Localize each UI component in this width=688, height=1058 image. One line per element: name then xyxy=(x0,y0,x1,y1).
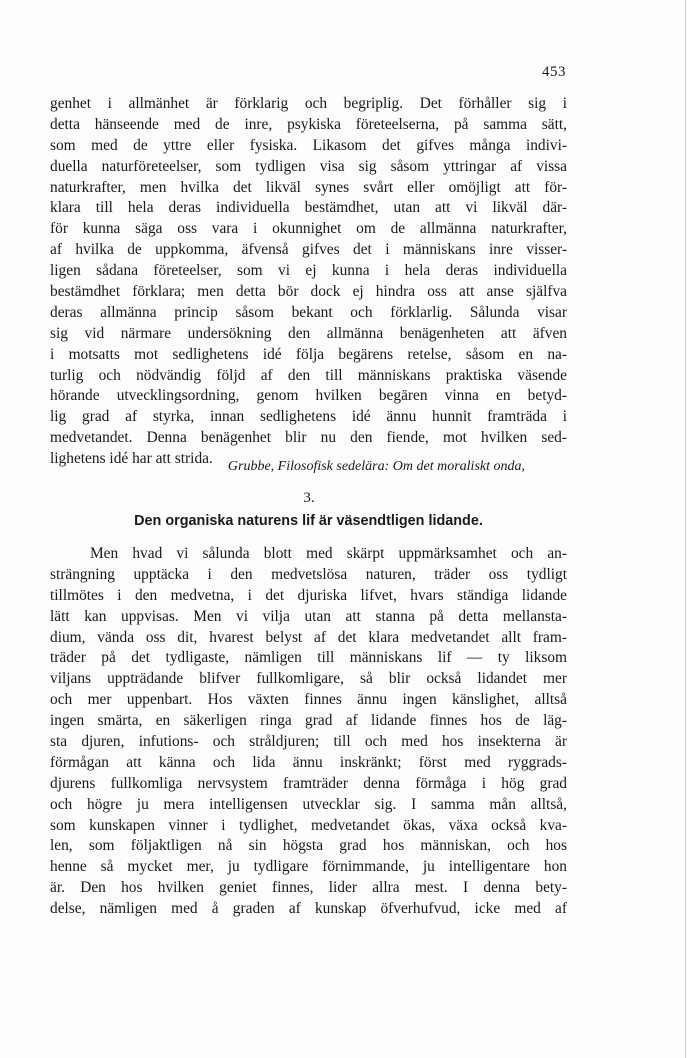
text-line: medvetandet. Denna benägenhet blir nu den fiende, mot hvilken sed- xyxy=(50,429,567,447)
top-paragraph xyxy=(50,94,567,470)
page-edge-line xyxy=(685,0,686,1058)
text-line: dium, vända oss dit, hvarest belyst af det klara medvetandet allt fram- xyxy=(50,628,567,646)
text-line: lig grad af styrka, innan sedlighetens idé ännu hunnit framträda i xyxy=(50,408,567,426)
section-number: 3. xyxy=(303,490,315,506)
text-line: naturkrafter, men hvilka det likväl synes svårt eller omöjligt att för- xyxy=(50,178,567,196)
text-line: sta djuren, infutions- och stråldjuren; till och med hos insekterna är xyxy=(50,733,567,751)
text-line: sig vid närmare undersökning den allmänna benägenheten att äfven xyxy=(50,324,567,342)
text-line: hörande utvecklingsordning, genom hvilken begären vinna en betyd- xyxy=(50,387,567,405)
text-line: delse, nämligen med å graden af kunskap öfverhufvud, icke med af xyxy=(50,900,567,918)
text-line: i motsatts mot sedlighetens idé följa begärens retelse, såsom en na- xyxy=(50,345,567,363)
text-line: och mer uppenbart. Hos växten finnes ännu ingen känslighet, alltså xyxy=(50,691,567,709)
attribution: Grubbe, Filosofisk sedelära: Om det moraliskt onda, xyxy=(227,459,525,474)
text-line: deras allmänna princip såsom bekant och förklarlig. Sålunda visar xyxy=(50,303,567,321)
text-line: träder på det tydligaste, nämligen till människans lif — ty liksom xyxy=(50,649,567,667)
body-paragraph xyxy=(50,544,567,920)
text-line: förmågan att känna och lida ännu inskränkt; först med ryggrads- xyxy=(50,753,567,771)
text-line: genhet i allmänhet är förklarig och begriplig. Det förhåller sig i xyxy=(50,95,567,112)
text-line: turlig och nödvändig följd af den till människans praktiska väsende xyxy=(50,366,567,384)
text-line: är. Den hos hvilken geniet finnes, lider allra mest. I denna bety- xyxy=(50,879,567,897)
text-line: tillmötes i den medvetna, i det djuriska lifvet, hvars ständiga lidande xyxy=(50,586,567,604)
text-line: lighetens idé har att strida. xyxy=(50,450,213,468)
text-line: viljans uppträdande blifver fullkomligare, så blir också lidandet mer xyxy=(50,670,567,688)
section-title: Den organiska naturens lif är väsendtligen lidande. xyxy=(134,513,483,529)
text-line: som med de yttre eller fysiska. Likasom det gifves många indivi- xyxy=(50,136,567,154)
text-line: henne så mycket mer, ju tydligare förnimmande, ju intelligentare hon xyxy=(50,858,567,876)
text-line: ingen smärta, en säkerligen ringa grad af lidande finnes hos de läg- xyxy=(50,712,567,730)
text-line: af hvilka de uppkomma, äfvenså gifves det i människans inre visser- xyxy=(50,241,567,259)
text-line: ligen sådana företeelser, som vi ej kunna i hela deras individuella xyxy=(50,262,567,280)
text-line: duella naturföreteelser, som tydligen visa sig såsom yttringar af vissa xyxy=(50,157,567,175)
text-line: strängning upptäcka i den medvetslösa naturen, träder oss tydligt xyxy=(50,565,567,583)
text-line: detta hänseende med de inre, psykiska företeelserna, på samma sätt, xyxy=(50,115,567,133)
text-line: för kunna säga oss vara i okunnighet om de allmänna naturkrafter, xyxy=(50,220,567,238)
text-line: djurens fullkomliga nervsystem framträder denna förmåga i hög grad xyxy=(50,774,567,792)
text-line: len, som följaktligen nå sin högsta grad hos människan, och hos xyxy=(50,837,567,855)
text-line: Men hvad vi sålunda blott med skärpt uppmärksamhet och an- xyxy=(90,545,567,562)
text-line: klara till hela deras individuella bestämdhet, utan att vi likväl där- xyxy=(50,199,567,217)
text-line: som kunskapen vinner i tydlighet, medvetandet ökas, växa också kva- xyxy=(50,816,567,834)
text-line: och högre ju mera intelligensen utvecklar sig. I samma mån alltså, xyxy=(50,795,567,813)
page-number: 453 xyxy=(542,64,566,80)
text-line: bestämdhet förklara; men detta bör dock ej hindra oss att anse själfva xyxy=(50,283,567,301)
text-line: lätt kan uppvisas. Men vi vilja utan att stanna på detta mellansta- xyxy=(50,607,567,625)
